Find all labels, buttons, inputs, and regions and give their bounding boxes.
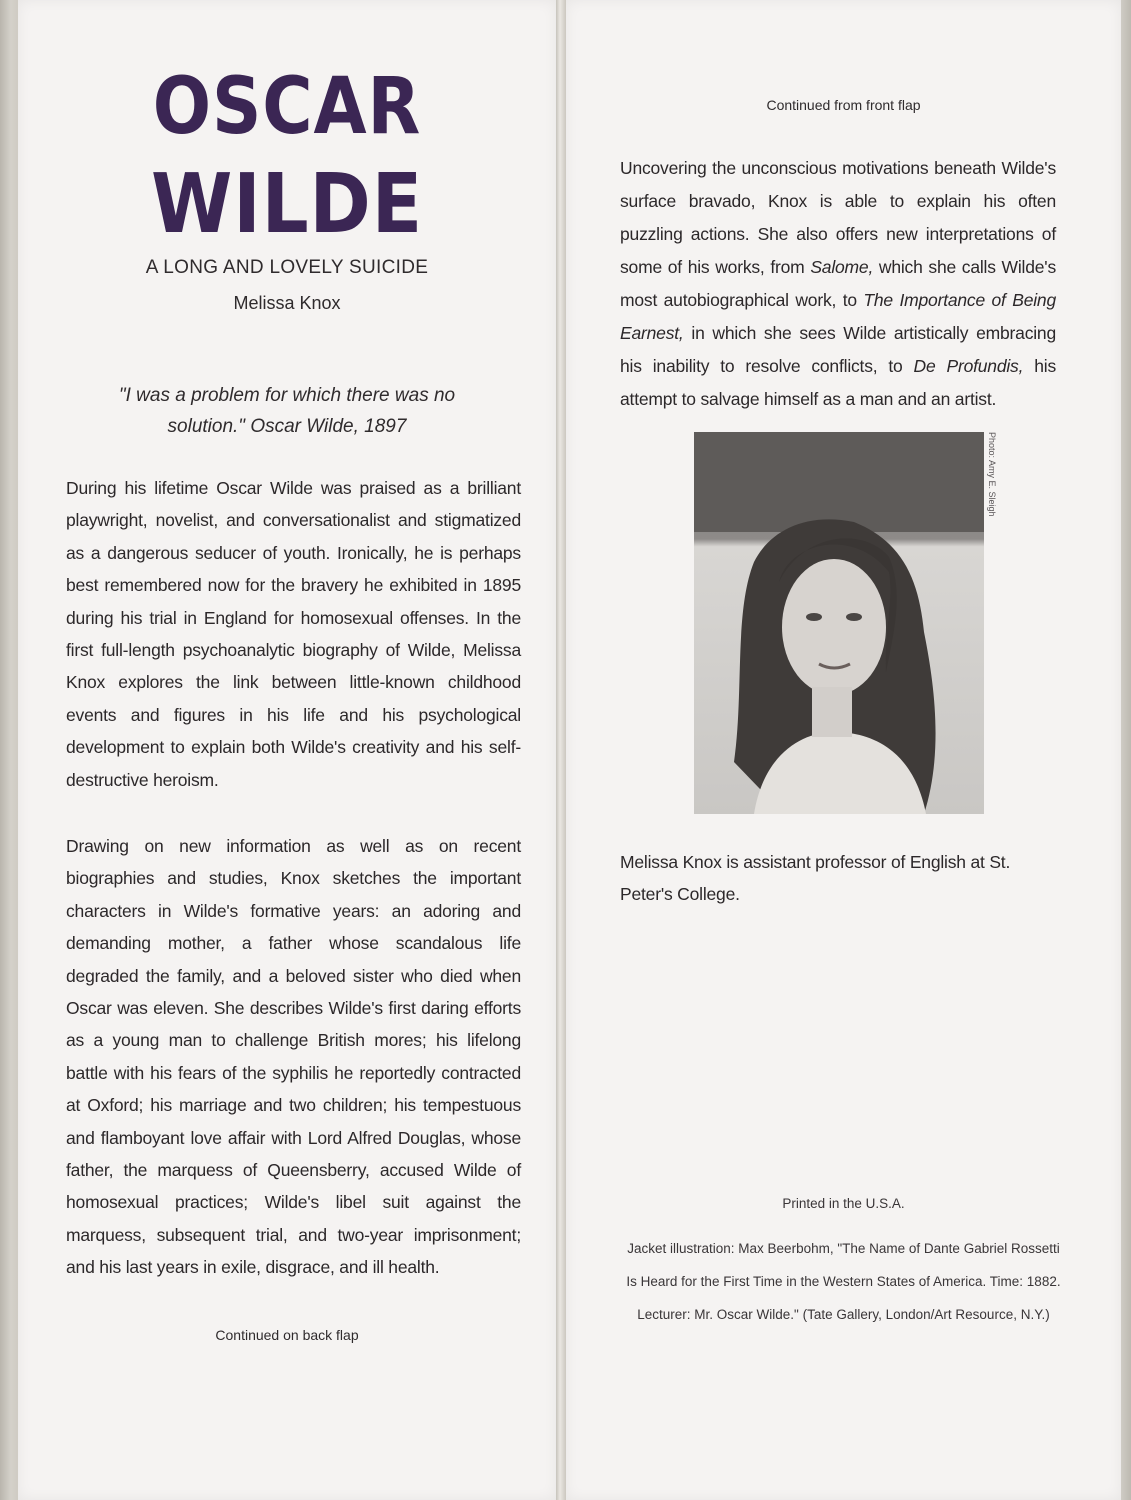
front-flap-paragraph-1: During his lifetime Oscar Wilde was praised as a brilliant playwright, novelist, and conversationalist and stigmatized as a dangerous seducer of youth. Ironically, he is perhaps best remembered now for the bravery he exhibited in 1895 during his trial in England for homosexual offenses. In the first full-length psychoanalytic biography of Wilde, Melissa Knox explores the link between little-known childhood events and figures in his life and his psychological development to explain both Wilde's creativity and his self-destructive heroism. xyxy=(66,478,521,790)
back-text-part-a: Uncovering the unconscious motivations beneath Wilde's surface bravado, Knox is able to explain his often puzzling actions. She also offers new interpretations of some of his works, from xyxy=(620,158,1056,277)
book-subtitle: A LONG AND LOVELY SUICIDE xyxy=(145,257,429,278)
photo-credit: Photo: Amy E. Sleigh xyxy=(987,432,997,517)
author-photo xyxy=(694,432,984,814)
jacket-illustration-credit: Jacket illustration: Max Beerbohm, "The Name of Dante Gabriel Rossetti Is Heard for the First Time in the Western States of America. Time: 1882. Lecturer: Mr. Oscar Wilde." (Tate Gallery, London/Art Resource, N.Y.) xyxy=(626,1241,1061,1322)
back-text-part-d: his attempt to salvage himself as a man and an artist. xyxy=(620,356,1056,409)
back-flap-paragraph-1 xyxy=(620,152,1056,416)
title-line-oscar: OSCAR xyxy=(152,62,422,152)
continued-from-front-note: Continued from front flap xyxy=(766,97,921,113)
author-name: Melissa Knox xyxy=(233,293,341,313)
title-de-profundis: De Profundis, xyxy=(913,356,1024,376)
title-line-wilde: WILDE xyxy=(150,157,424,252)
author-portrait-illustration xyxy=(694,432,984,814)
author-bio: Melissa Knox is assistant professor of English at St. Peter's College. xyxy=(620,852,1011,905)
back-flap xyxy=(566,0,1121,1500)
continued-on-back-note: Continued on back flap xyxy=(215,1327,359,1343)
front-flap xyxy=(18,0,556,1500)
back-text-part-b: which she calls Wilde's most autobiographical work, to xyxy=(620,257,1056,310)
back-text-part-c: in which she sees Wilde artistically embracing his inability to resolve conflicts, to xyxy=(620,323,1056,376)
epigraph-quote: "I was a problem for which there was no solution." Oscar Wilde, 1897 xyxy=(118,385,456,437)
title-salome: Salome, xyxy=(810,257,874,277)
title-importance-of-being-earnest: The Importance of Being Earnest, xyxy=(620,290,1056,343)
printed-in-usa: Printed in the U.S.A. xyxy=(782,1196,905,1211)
left-edge-shadow xyxy=(0,0,18,1500)
right-edge-shadow xyxy=(1121,0,1131,1500)
front-flap-paragraph-2: Drawing on new information as well as on recent biographies and studies, Knox sketches the important characters in Wilde's formative years: an adoring and demanding mother, a father whose scandalous life degraded the family, and a beloved sister who died when Oscar was eleven. She describes Wilde's first daring efforts as a young man to challenge British mores; his lifelong battle with his fears of the syphilis he reportedly contracted at Oxford; his marriage and two children; his tempestuous and flamboyant love affair with Lord Alfred Douglas, whose father, the marquess of Queensberry, accused Wilde of homosexual practices; Wilde's libel suit against the marquess, subsequent trial, and two-year imprisonment; and his last years in exile, disgrace, and ill health. xyxy=(66,836,521,1278)
flap-fold-divider xyxy=(556,0,566,1500)
